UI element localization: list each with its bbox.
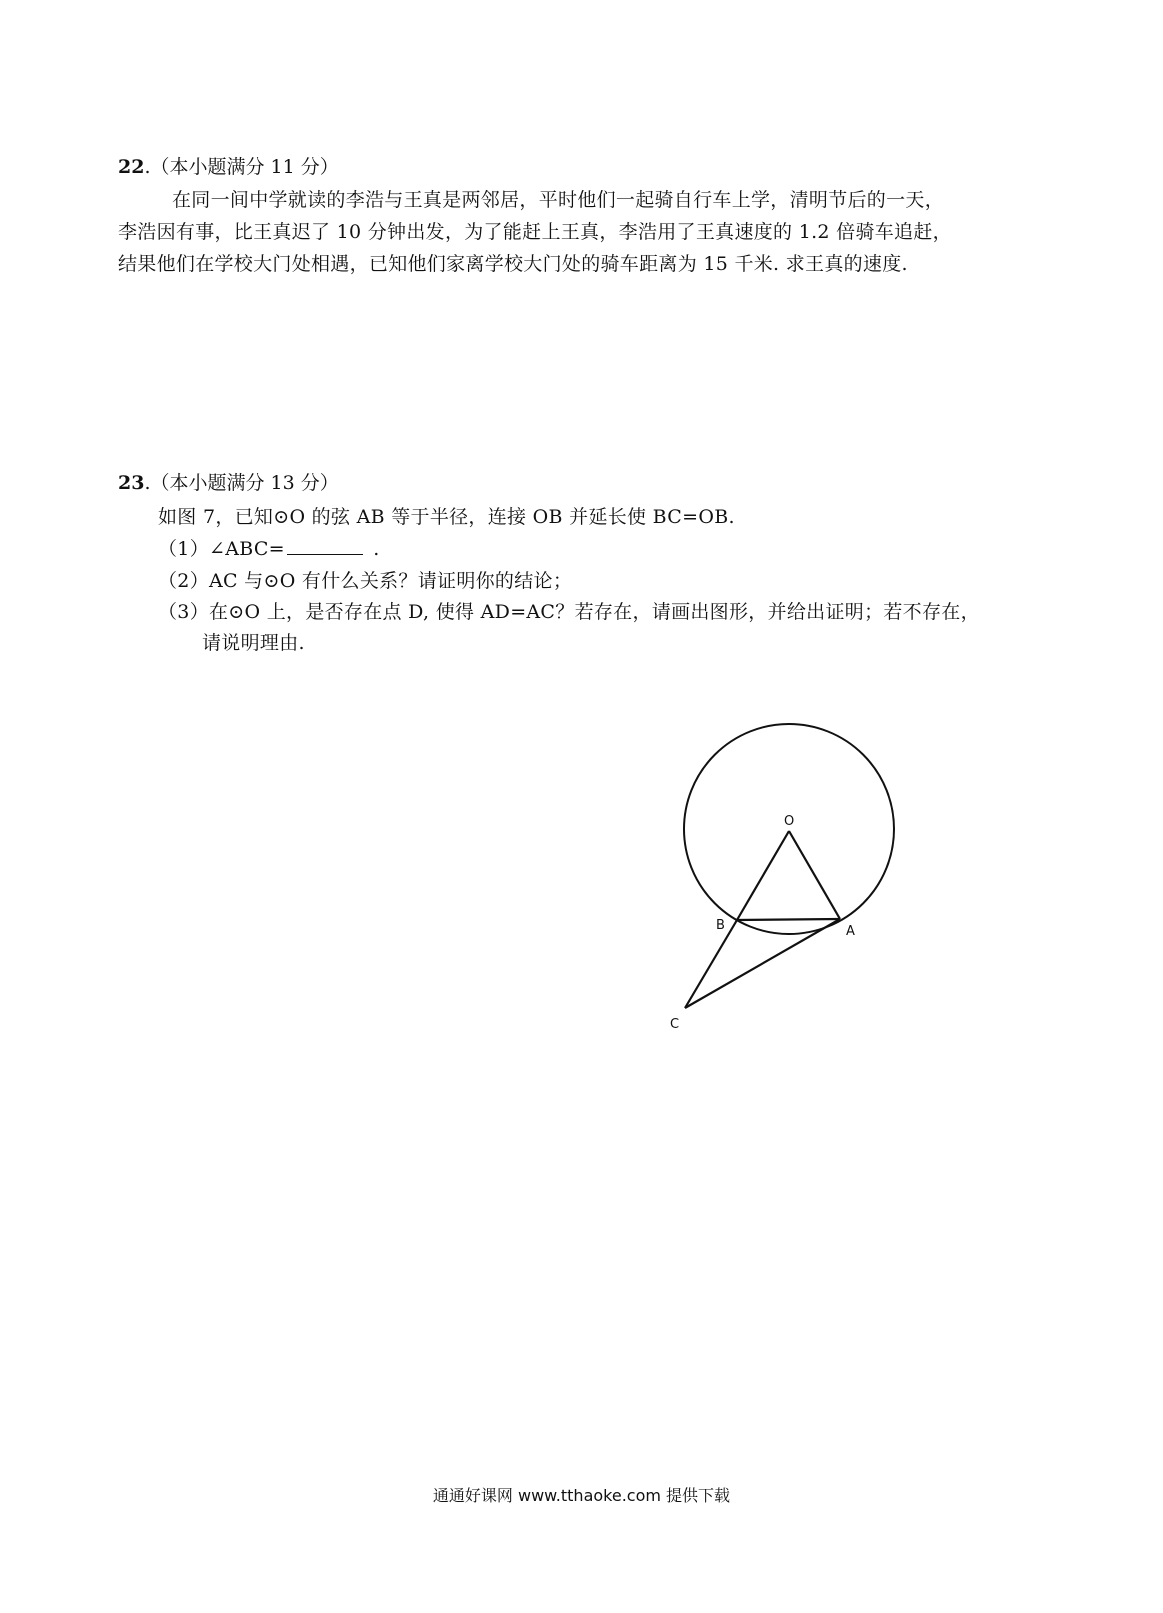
question-23-intro: 如图 7，已知⊙O 的弦 AB 等于半径，连接 OB 并延长使 BC=OB. [158,506,735,528]
segment-bc [685,920,737,1008]
question-22-number: 22 [118,156,145,178]
question-23-header [118,468,339,495]
part-1-prefix: （1）∠ABC= [158,538,285,560]
question-23-number: 23 [118,472,145,494]
question-22-header [118,152,339,179]
question-23-part-2: （2）AC 与⊙O 有什么关系？请证明你的结论； [158,570,573,592]
answer-blank [287,538,363,555]
label-a: A [846,924,855,939]
question-23-score: .（本小题满分 13 分） [144,472,339,494]
question-22-text-line-2: 李浩因有事，比王真迟了 10 分钟出发，为了能赶上王真，李浩用了王真速度的 1.2 倍骑车追赶， [118,221,952,243]
label-o: O [784,814,795,829]
segment-oa [789,831,840,919]
question-23-part-1 [158,534,380,561]
figure-7-circle-diagram [650,712,920,1052]
part-1-suffix: . [366,538,380,560]
question-23-part-3-line-1: （3）在⊙O 上，是否存在点 D, 使得 AD=AC？若存在，请画出图形，并给出证明；若不存在， [158,601,980,623]
footer-source: 通通好课网 www.tthaoke.com 提供下载 [432,1486,731,1505]
question-22-text-line-3: 结果他们在学校大门处相遇，已知他们家离学校大门处的骑车距离为 15 千米. 求王真的速度. [118,253,908,275]
segment-ca [685,919,840,1008]
label-b: B [716,918,725,933]
question-22-text-line-1: 在同一间中学就读的李浩与王真是两邻居，平时他们一起骑自行车上学，清明节后的一天， [172,189,945,211]
segment-ob [737,831,789,920]
circle-o [684,724,894,934]
label-c: C [670,1017,680,1032]
question-22-score: .（本小题满分 11 分） [144,156,339,178]
chord-ab [737,919,840,920]
question-23-part-3-line-2: 请说明理由. [202,632,305,654]
